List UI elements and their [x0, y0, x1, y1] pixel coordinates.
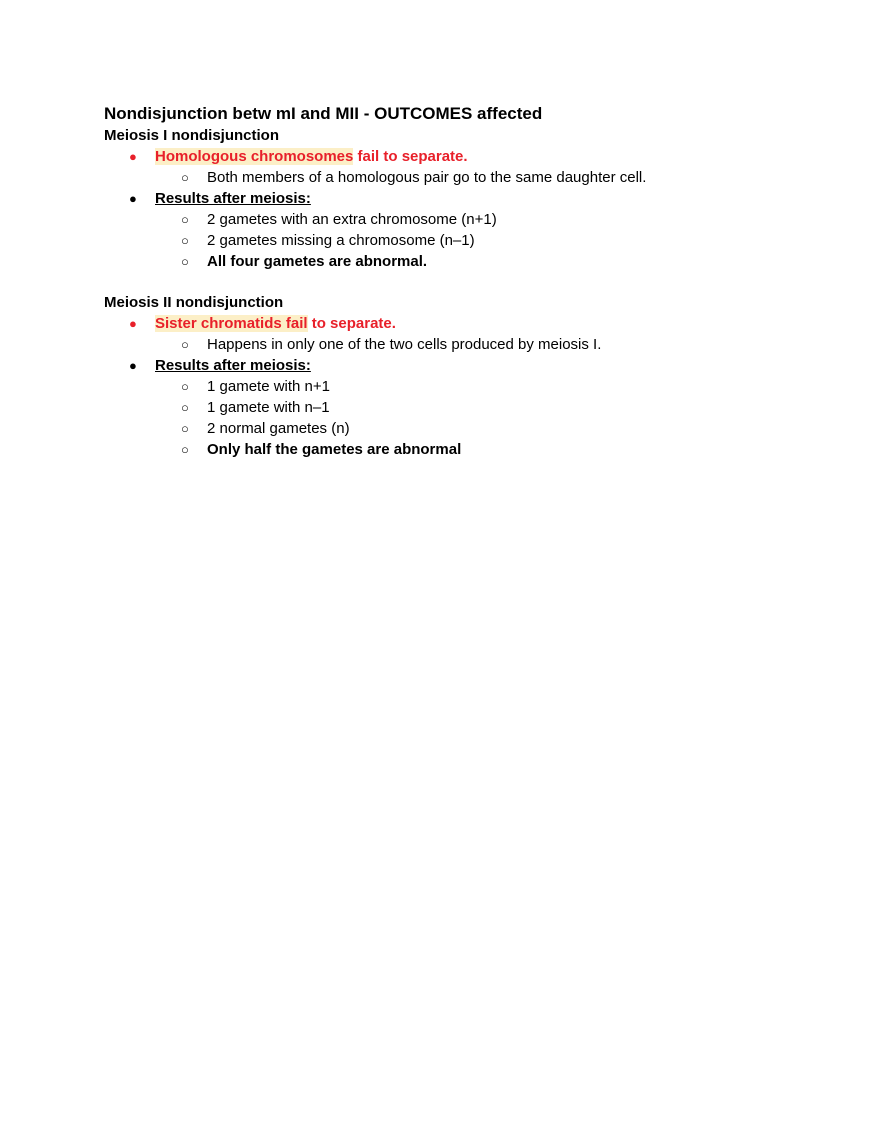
filled-bullet-icon: ● [129, 316, 137, 331]
meiosis2-result-summary: Only half the gametes are abnormal [207, 441, 462, 458]
hollow-bullet-icon: ○ [181, 421, 189, 436]
hollow-bullet-icon: ○ [181, 212, 189, 227]
filled-bullet-icon: ● [129, 149, 137, 164]
meiosis2-result-1: 1 gamete with n+1 [207, 378, 330, 395]
meiosis2-point-rest: to separate. [307, 315, 396, 332]
meiosis1-results-label: Results after meiosis: [155, 190, 311, 207]
hollow-bullet-icon: ○ [181, 170, 189, 185]
meiosis2-results [104, 355, 824, 376]
list-item [104, 230, 824, 251]
meiosis2-results-label: Results after meiosis: [155, 357, 311, 374]
list-item [104, 376, 824, 397]
filled-bullet-icon: ● [129, 358, 137, 373]
meiosis1-point [104, 146, 824, 167]
filled-bullet-icon: ● [129, 191, 137, 206]
meiosis2-point-sub-text: Happens in only one of the two cells produced by meiosis I. [207, 336, 602, 353]
meiosis2-point [104, 313, 824, 334]
meiosis1-point-rest: fail to separate. [353, 148, 468, 165]
meiosis1-results [104, 188, 824, 209]
meiosis1-result-1: 2 gametes with an extra chromosome (n+1) [207, 211, 497, 228]
section-spacer [104, 272, 824, 292]
hollow-bullet-icon: ○ [181, 400, 189, 415]
meiosis1-result-2: 2 gametes missing a chromosome (n–1) [207, 232, 475, 249]
page-title: Nondisjunction betw mI and MII - OUTCOMES affected [104, 104, 543, 123]
list-item [104, 209, 824, 230]
hollow-bullet-icon: ○ [181, 379, 189, 394]
meiosis2-heading: Meiosis II nondisjunction [104, 294, 284, 311]
meiosis1-point-sub [104, 167, 824, 188]
meiosis2-point-highlight: Sister chromatids fail [155, 315, 308, 332]
document-content [104, 103, 824, 460]
hollow-bullet-icon: ○ [181, 442, 189, 457]
meiosis2-result-3: 2 normal gametes (n) [207, 420, 350, 437]
meiosis1-point-sub-text: Both members of a homologous pair go to the same daughter cell. [207, 169, 647, 186]
hollow-bullet-icon: ○ [181, 337, 189, 352]
list-item [104, 251, 824, 272]
list-item [104, 418, 824, 439]
hollow-bullet-icon: ○ [181, 254, 189, 269]
meiosis1-result-summary: All four gametes are abnormal. [207, 253, 428, 270]
meiosis2-result-2: 1 gamete with n–1 [207, 399, 330, 416]
hollow-bullet-icon: ○ [181, 233, 189, 248]
meiosis1-point-highlight: Homologous chromosomes [155, 148, 354, 165]
meiosis1-heading: Meiosis I nondisjunction [104, 127, 280, 144]
list-item [104, 439, 824, 460]
list-item [104, 397, 824, 418]
meiosis2-point-sub [104, 334, 824, 355]
